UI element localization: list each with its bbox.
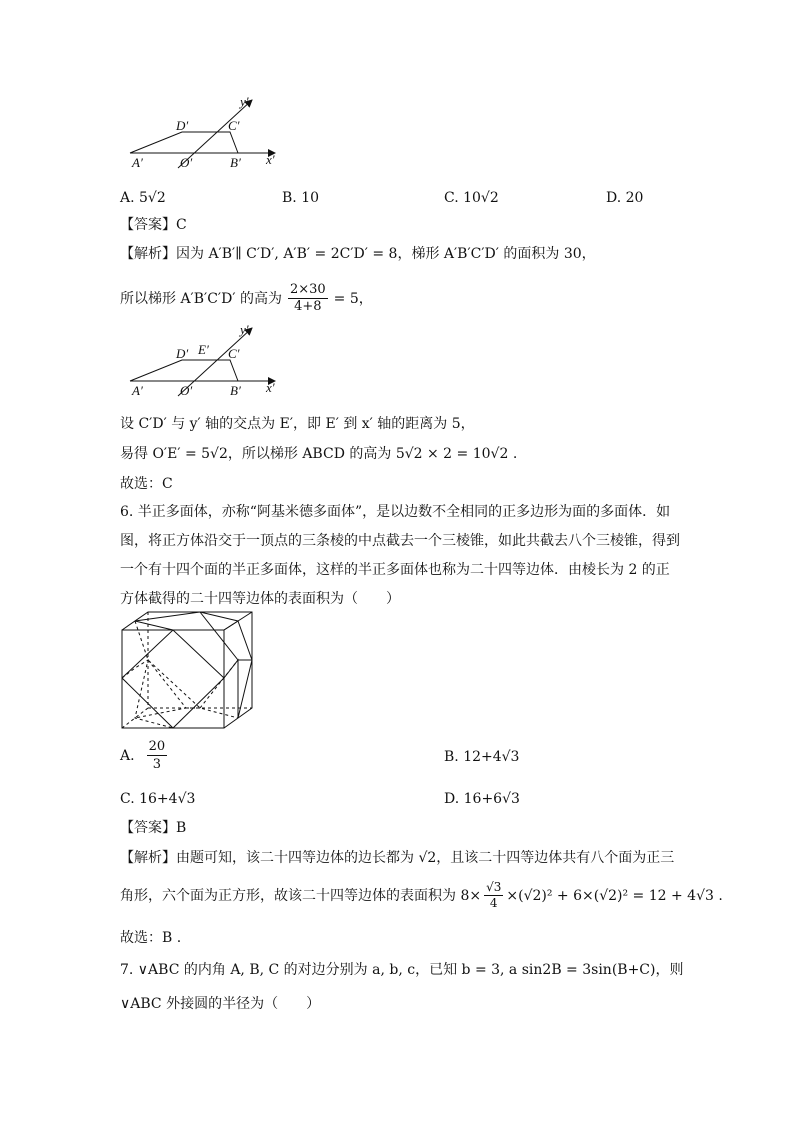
- q6-option-a-num: 20: [148, 739, 166, 754]
- label-E-2: E′: [198, 342, 209, 357]
- label-C: C′: [228, 118, 240, 133]
- q6-fraction: [484, 880, 503, 911]
- q6-option-a: [120, 738, 167, 773]
- cuboctahedron-cube-figure: [118, 608, 258, 732]
- label-y-2: y′: [240, 322, 249, 337]
- q5-option-d: D. 20: [606, 190, 644, 206]
- q6-fraction-num: √3: [486, 880, 502, 894]
- label-O-2: O′: [180, 383, 193, 398]
- q5-line3: 设 C′D′ 与 y′ 轴的交点为 E′，即 E′ 到 x′ 轴的距离为 5，: [120, 416, 475, 432]
- q5-option-b: B. 10: [282, 190, 320, 206]
- q5-conclusion: 故选：C: [120, 476, 173, 492]
- q5-option-c: C. 10√2: [444, 190, 499, 206]
- q7-line1: 7. ∨ABC 的内角 A, B, C 的对边分别为 a, b, c，已知 b = 3, a sin2B = 3sin(B+C)，则: [120, 962, 684, 978]
- trapezoid-figure-1: [120, 92, 290, 172]
- label-B-2: B′: [230, 383, 241, 398]
- q6-line2-suffix: ×(√2)² + 6×(√2)² = 12 + 4√3 .: [506, 887, 723, 904]
- label-y: y′: [240, 94, 249, 109]
- q5-answer: 【答案】C: [120, 217, 187, 233]
- trapezoid-outline-2: [130, 360, 238, 381]
- label-D: D′: [176, 118, 189, 133]
- q6-option-a-den: 3: [152, 757, 161, 772]
- q6-option-d: D. 16+6√3: [444, 791, 520, 807]
- q6-option-b: B. 12+4√3: [444, 749, 520, 765]
- label-x-2: x′: [266, 380, 275, 395]
- q6-option-a-prefix: A.: [120, 747, 135, 764]
- q6-option-c: C. 16+4√3: [120, 791, 196, 807]
- q5-line2-suffix: = 5，: [333, 290, 373, 307]
- q6-conclusion: 故选：B .: [120, 930, 182, 946]
- trapezoid-figure-2: [120, 320, 290, 400]
- label-A: A′: [132, 155, 143, 170]
- q6-analysis-line2: [120, 880, 723, 911]
- q5-fraction-den: 4+8: [294, 299, 322, 314]
- q6-option-a-fraction: [147, 738, 168, 773]
- label-O: O′: [180, 155, 193, 170]
- q5-fraction-num: 2×30: [289, 282, 326, 297]
- label-B: B′: [230, 155, 241, 170]
- label-A-2: A′: [132, 383, 143, 398]
- label-D-2: D′: [176, 346, 189, 361]
- q6-analysis-line1: 【解析】由题可知，该二十四等边体的边长都为 √2，且该二十四等边体共有八个面为正三: [120, 850, 675, 866]
- q5-line2-prefix: 所以梯形 A′B′C′D′ 的高为: [120, 290, 282, 307]
- label-x: x′: [266, 152, 275, 167]
- q5-line4: 易得 O′E′ = 5√2，所以梯形 ABCD 的高为 5√2 × 2 = 10√2 .: [120, 446, 518, 462]
- q6-fraction-den: 4: [489, 896, 498, 910]
- q5-analysis-line1: 【解析】因为 A′B′∥ C′D′, A′B′ = 2C′D′ = 8，梯形 A′B′C′D′ 的面积为 30，: [120, 246, 596, 262]
- q6-answer: 【答案】B: [120, 820, 187, 836]
- q6-question-text: 6. 半正多面体，亦称“阿基米德多面体”，是以边数不全相同的正多边形为面的多面体．如图，将正方体沿交于一顶点的三条棱的中点截去一个三棱锥，如此共截去八个三棱锥，得到一个有十四个面的半正多面体，这样的半正多面体也称为二十四等边体．由棱长为 2 的正方体截得的二十四等边体的表面积为（ ）: [120, 504, 680, 607]
- trapezoid-outline: [130, 132, 238, 153]
- q5-fraction: [288, 282, 328, 315]
- q5-analysis-line2: [120, 282, 373, 315]
- label-C-2: C′: [228, 346, 240, 361]
- q6-line2-prefix: 角形，六个面为正方形，故该二十四等边体的表面积为 8×: [120, 887, 482, 904]
- q5-option-a: A. 5√2: [120, 190, 166, 206]
- q7-line2: ∨ABC 外接圆的半径为（ ）: [120, 996, 321, 1012]
